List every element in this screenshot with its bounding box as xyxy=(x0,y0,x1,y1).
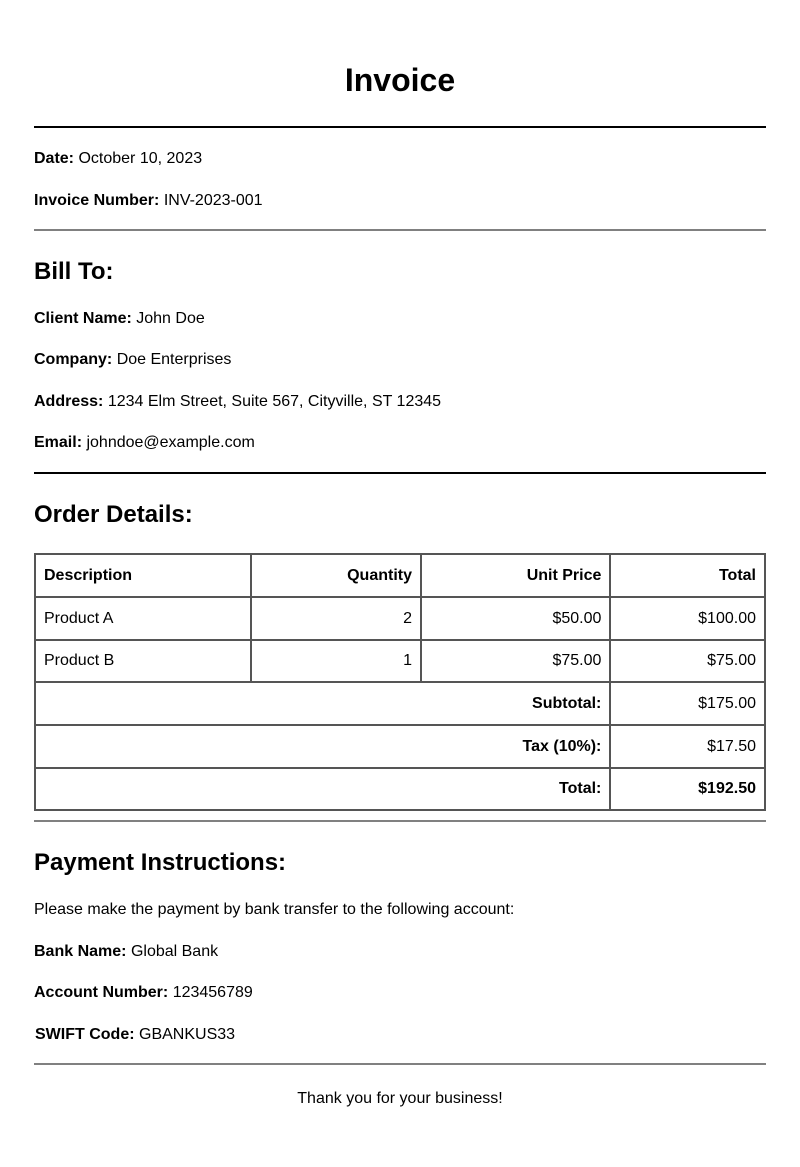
email-value: johndoe@example.com xyxy=(86,434,255,451)
order-divider xyxy=(34,820,766,822)
meta-divider xyxy=(34,229,766,231)
address-label: Address: xyxy=(34,393,104,410)
invoice-number-label: Invoice Number: xyxy=(34,192,160,209)
invoice-title: Invoice xyxy=(344,62,456,98)
item-quantity: 2 xyxy=(251,597,421,640)
company-value: Doe Enterprises xyxy=(116,351,232,368)
item-description: Product B xyxy=(35,640,251,682)
swift-code-value: GBANKUS33 xyxy=(139,1026,236,1043)
column-header-quantity: Quantity xyxy=(251,554,421,597)
invoice-number xyxy=(34,191,766,210)
column-header-total: Total xyxy=(610,554,765,597)
company-label: Company: xyxy=(34,351,113,368)
total-row xyxy=(35,768,765,810)
email-label: Email: xyxy=(34,434,83,451)
client-name-label: Client Name: xyxy=(34,310,132,327)
invoice-date-value: October 10, 2023 xyxy=(78,150,203,167)
bill-to-divider xyxy=(34,472,766,474)
payment-intro: Please make the payment by bank transfer to the following account: xyxy=(34,901,515,918)
bank-name-label: Bank Name: xyxy=(34,943,127,960)
table-row xyxy=(35,640,765,682)
item-unit-price: $50.00 xyxy=(421,597,610,640)
item-total: $75.00 xyxy=(610,640,765,682)
address xyxy=(34,392,766,411)
payment-divider xyxy=(34,1063,766,1065)
bank-name-value: Global Bank xyxy=(130,943,219,960)
tax-value: $17.50 xyxy=(610,725,765,768)
swift-code xyxy=(34,1025,766,1044)
total-value: $192.50 xyxy=(610,768,765,810)
company xyxy=(34,350,766,369)
invoice-date-label: Date: xyxy=(34,150,75,167)
address-value: 1234 Elm Street, Suite 567, Cityville, ST 12345 xyxy=(107,393,442,410)
account-number-value: 123456789 xyxy=(172,984,253,1001)
client-name xyxy=(34,309,766,328)
item-quantity: 1 xyxy=(251,640,421,682)
bank-name xyxy=(34,942,766,961)
swift-code-label: SWIFT Code: xyxy=(35,1026,135,1043)
invoice-number-value: INV-2023-001 xyxy=(163,192,263,209)
client-name-value: John Doe xyxy=(136,310,205,327)
column-header-description: Description xyxy=(35,554,251,597)
subtotal-label: Subtotal: xyxy=(35,682,610,725)
subtotal-value: $175.00 xyxy=(610,682,765,725)
account-number xyxy=(34,983,766,1002)
payment-instructions-heading: Payment Instructions: xyxy=(34,849,287,876)
invoice-date xyxy=(34,149,766,168)
subtotal-row xyxy=(35,682,765,725)
column-header-unit-price: Unit Price xyxy=(421,554,610,597)
bill-to-heading: Bill To: xyxy=(34,258,114,285)
invoice-page xyxy=(34,0,766,1108)
item-description: Product A xyxy=(35,597,251,640)
table-row xyxy=(35,597,765,640)
email xyxy=(34,433,766,452)
tax-label: Tax (10%): xyxy=(35,725,610,768)
total-label: Total: xyxy=(35,768,610,810)
order-details-heading: Order Details: xyxy=(34,501,193,528)
title-divider xyxy=(34,126,766,128)
thank-you-note: Thank you for your business! xyxy=(297,1090,503,1107)
item-total: $100.00 xyxy=(610,597,765,640)
tax-row xyxy=(35,725,765,768)
order-table xyxy=(34,553,766,811)
table-header-row xyxy=(35,554,765,597)
account-number-label: Account Number: xyxy=(34,984,169,1001)
item-unit-price: $75.00 xyxy=(421,640,610,682)
